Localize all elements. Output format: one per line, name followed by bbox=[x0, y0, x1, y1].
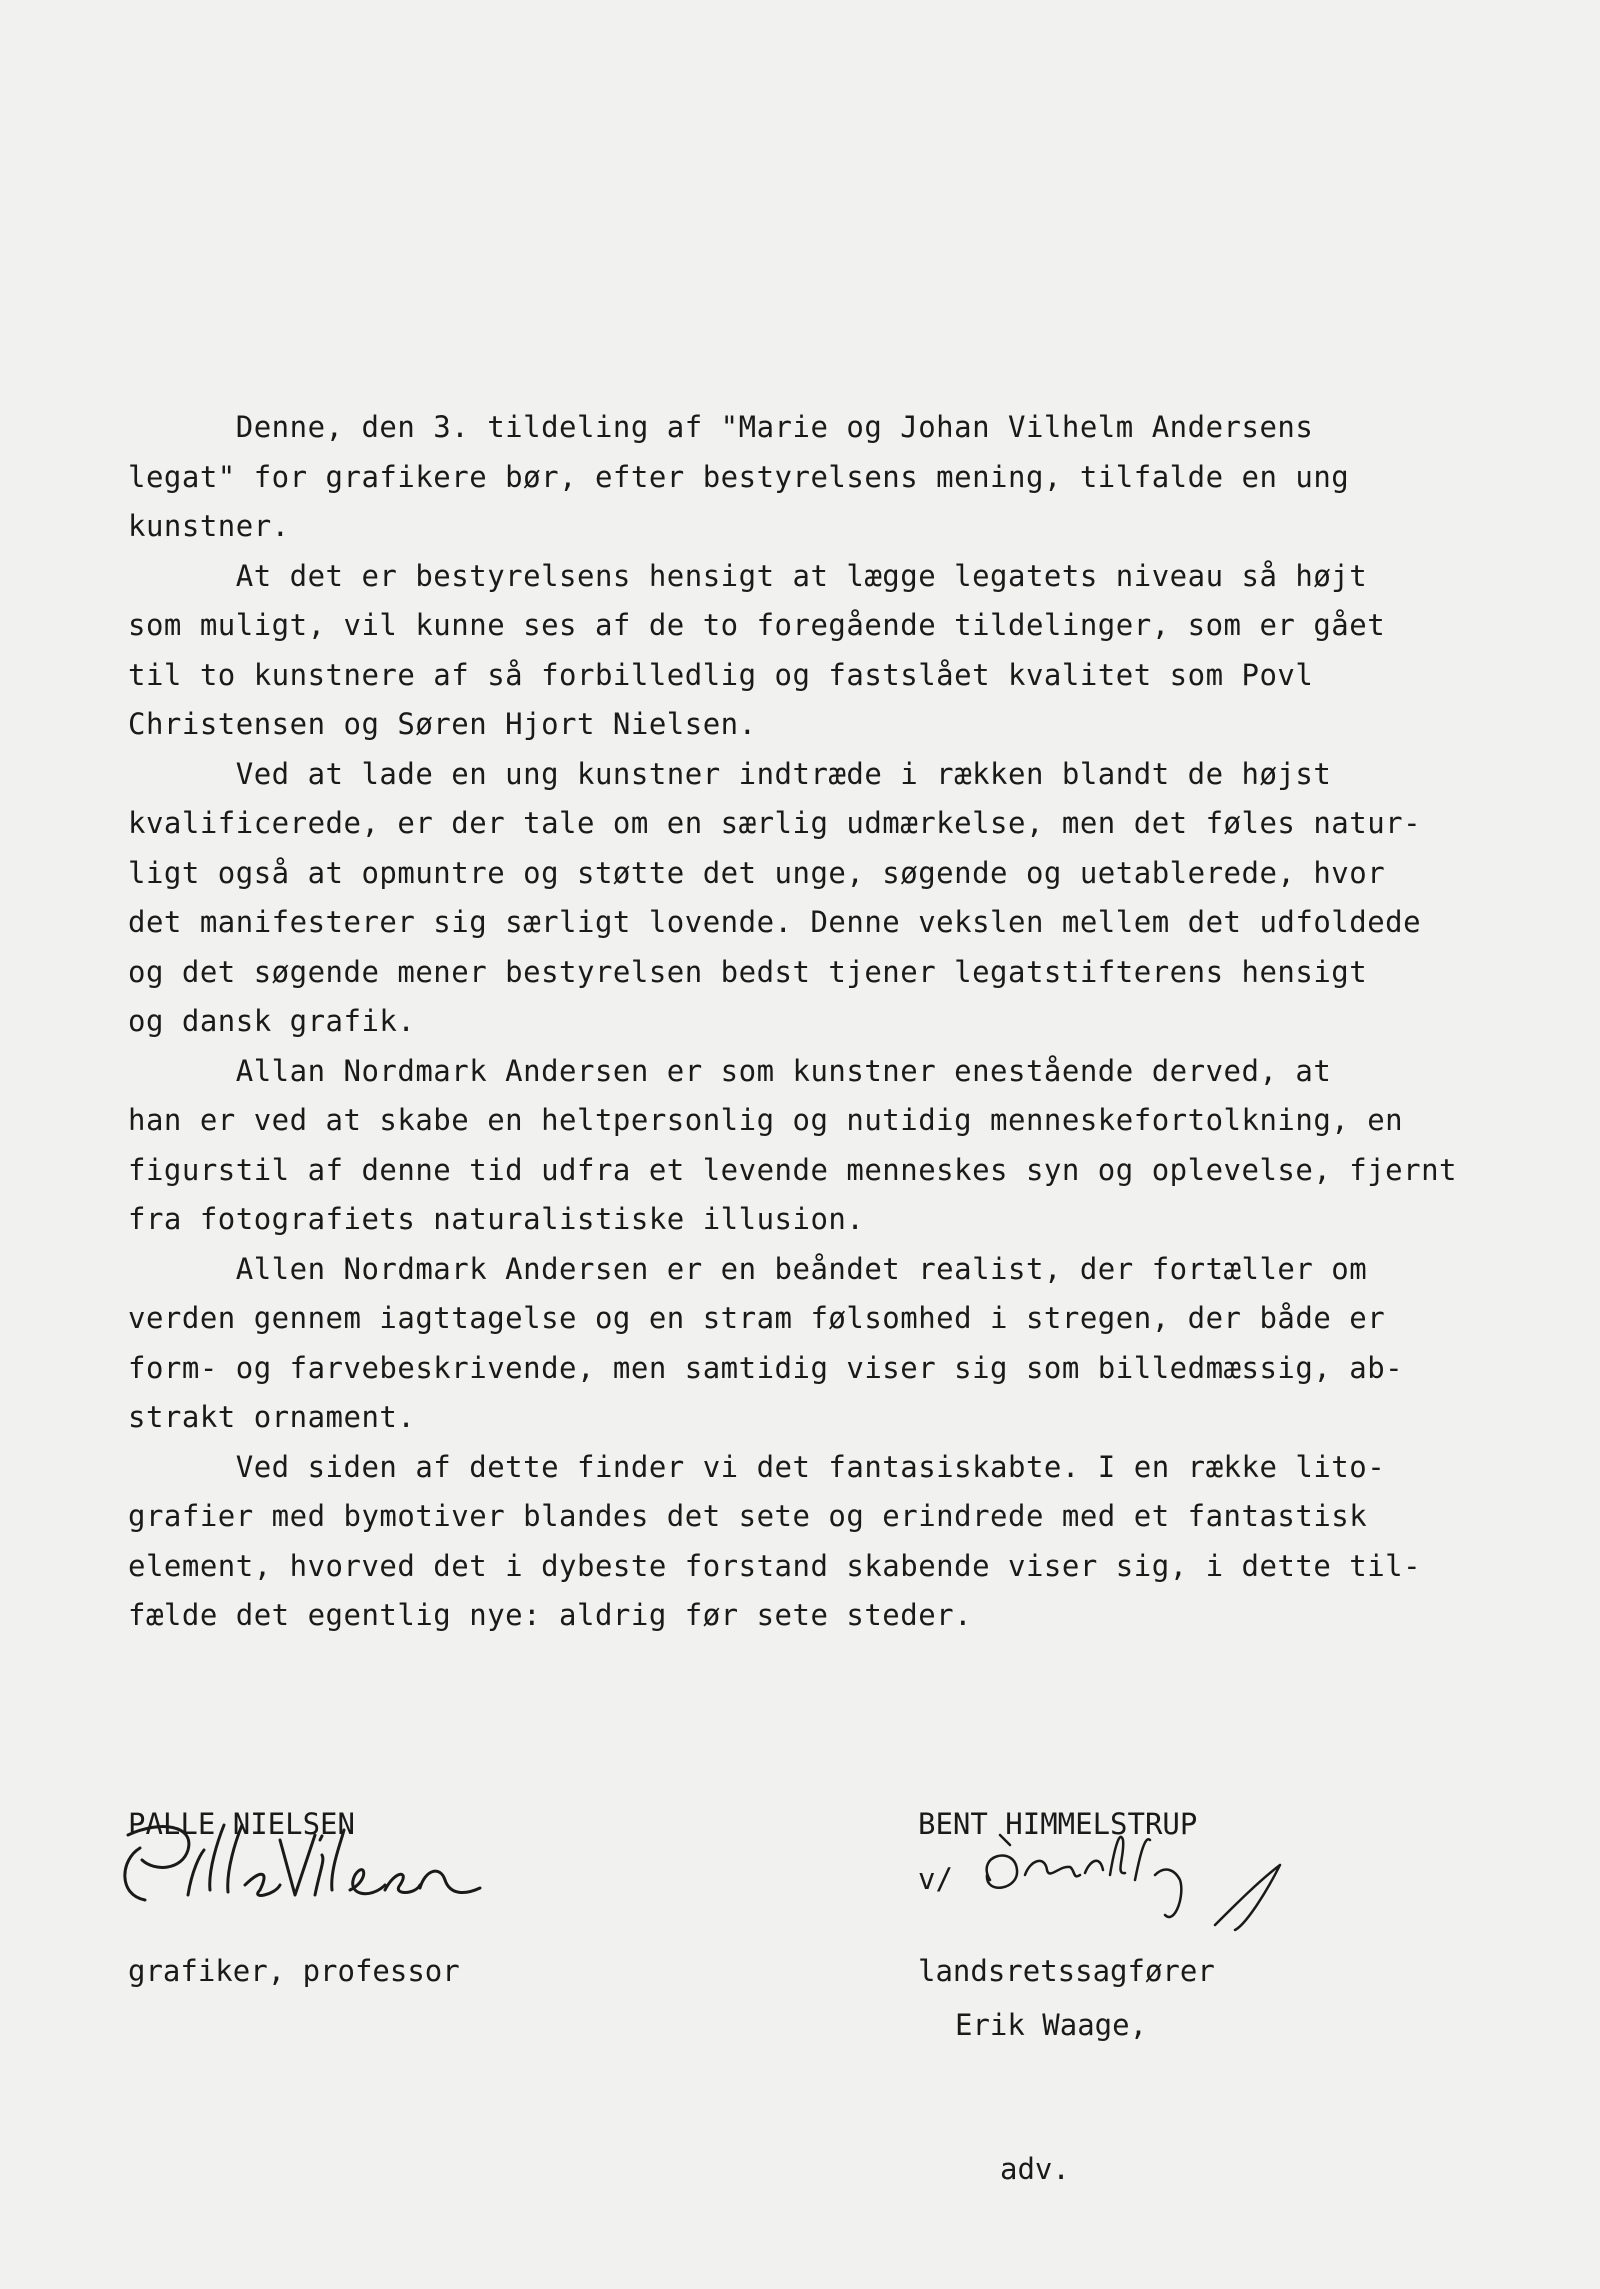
text-line: legat" for grafikere bør, efter bestyrelsens mening, tilfalde en ung bbox=[128, 459, 1350, 494]
text-line: til to kunstnere af så forbilledlig og fastslået kvalitet som Povl bbox=[128, 657, 1314, 692]
text-line: element, hvorved det i dybeste forstand skabende viser sig, i dette til- bbox=[128, 1548, 1422, 1583]
text-line: Allen Nordmark Andersen er en beåndet realist, der fortæller om bbox=[128, 1251, 1368, 1286]
text-line: ligt også at opmuntre og støtte det unge, søgende og uetablerede, hvor bbox=[128, 855, 1386, 890]
text-line: form- og farvebeskrivende, men samtidig viser sig som billedmæssig, ab- bbox=[128, 1350, 1404, 1385]
text-line: og det søgende mener bestyrelsen bedst tjener legatstifterens hensigt bbox=[128, 954, 1368, 989]
signature-prefix: v/ bbox=[918, 1862, 953, 1896]
text-line: Ved siden af dette finder vi det fantasiskabte. I en række lito- bbox=[128, 1449, 1386, 1484]
signer-block bbox=[955, 1905, 1147, 2289]
text-line: Allan Nordmark Andersen er som kunstner enestående derved, at bbox=[128, 1053, 1332, 1088]
text-line: figurstil af denne tid udfra et levende menneskes syn og oplevelse, fjernt bbox=[128, 1152, 1458, 1187]
text-line: han er ved at skabe en heltpersonlig og nutidig menneskefortolkning, en bbox=[128, 1103, 1404, 1137]
text-line: verden gennem iagttagelse og en stram følsomhed i stregen, der både er bbox=[128, 1301, 1386, 1335]
handwritten-signature-palle-nielsen bbox=[100, 1800, 520, 1930]
signatory-name: PALLE NIELSEN bbox=[128, 1807, 355, 1841]
text-line: kunstner. bbox=[128, 509, 290, 543]
signatory-title: grafiker, professor bbox=[128, 1954, 460, 1988]
text-line: som muligt, vil kunne ses af de to foregående tildelinger, som er gået bbox=[128, 608, 1386, 642]
text-line: fra fotografiets naturalistiske illusion. bbox=[128, 1202, 865, 1236]
signer-title: adv. bbox=[1000, 2152, 1070, 2186]
text-line: Christensen og Søren Hjort Nielsen. bbox=[128, 707, 757, 741]
text-line: fælde det egentlig nye: aldrig før sete steder. bbox=[128, 1598, 973, 1632]
text-line: og dansk grafik. bbox=[128, 1004, 416, 1038]
text-line: grafier med bymotiver blandes det sete og erindrede med et fantastisk bbox=[128, 1499, 1368, 1533]
text-line: Denne, den 3. tildeling af "Marie og Johan Vilhelm Andersens bbox=[128, 410, 1314, 444]
text-line: det manifesterer sig særligt lovende. Denne vekslen mellem det udfoldede bbox=[128, 905, 1422, 939]
text-line: At det er bestyrelsens hensigt at lægge legatets niveau så højt bbox=[128, 558, 1368, 593]
text-line: Ved at lade en ung kunstner indtræde i rækken blandt de højst bbox=[128, 756, 1332, 791]
text-line: kvalificerede, er der tale om en særlig udmærkelse, men det føles natur- bbox=[128, 806, 1422, 840]
signer-name: Erik Waage, bbox=[955, 2008, 1148, 2042]
signatory-title: landsretssagfører bbox=[918, 1954, 1215, 1988]
signatory-name: BENT HIMMELSTRUP bbox=[918, 1807, 1198, 1841]
letter-body bbox=[128, 403, 1578, 1641]
text-line: strakt ornament. bbox=[128, 1400, 416, 1434]
